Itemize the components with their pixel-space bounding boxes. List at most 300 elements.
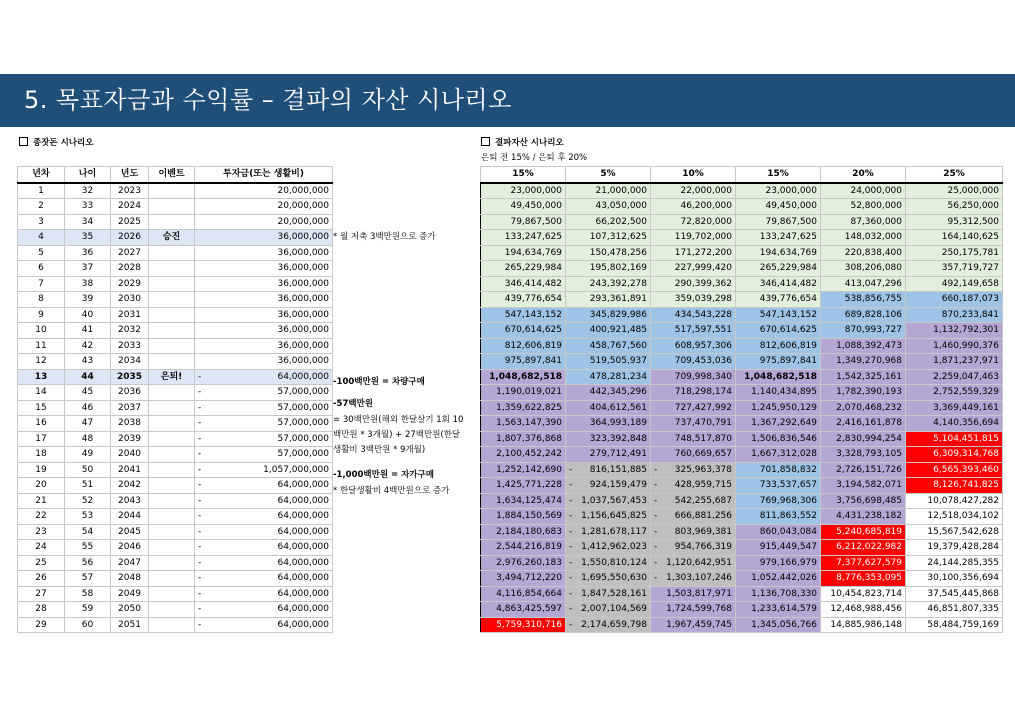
year-cell: 2036: [111, 385, 149, 401]
year-index-cell: 27: [18, 586, 65, 602]
table-row: [18, 617, 333, 633]
asset-value-cell: - 954,766,319: [651, 540, 736, 556]
table-row: [18, 230, 333, 246]
year-cell: 2027: [111, 245, 149, 261]
dash-mark: -: [198, 433, 202, 444]
event-cell: [149, 571, 195, 587]
asset-value-cell: 14,885,986,148: [821, 617, 906, 633]
table-row: [18, 199, 333, 215]
rate-column-header: 10%: [651, 167, 736, 183]
asset-value-cell: 5,240,685,819: [821, 524, 906, 540]
table-row: [18, 509, 333, 525]
year-cell: 2031: [111, 307, 149, 323]
event-cell: [149, 199, 195, 215]
asset-value-cell: 7,377,627,579: [821, 555, 906, 571]
investment-cell: - 57,000,000: [195, 385, 333, 401]
asset-value-cell: 279,712,491: [566, 447, 651, 463]
event-cell: [149, 338, 195, 354]
investment-cell: 20,000,000: [195, 183, 333, 199]
year-index-cell: 15: [18, 400, 65, 416]
event-cell: [149, 540, 195, 556]
investment-cell: - 64,000,000: [195, 478, 333, 494]
dash-mark: -: [569, 619, 573, 630]
investment-cell: - 64,000,000: [195, 524, 333, 540]
year-index-cell: 22: [18, 509, 65, 525]
rate-column-header: 15%: [736, 167, 821, 183]
year-index-cell: 4: [18, 230, 65, 246]
event-cell: [149, 292, 195, 308]
age-cell: 54: [65, 524, 111, 540]
table-row: [481, 509, 1003, 525]
asset-value-cell: - 2,007,104,569: [566, 602, 651, 618]
asset-value-cell: - 1,120,642,951: [651, 555, 736, 571]
table-row: [481, 338, 1003, 354]
year-cell: 2032: [111, 323, 149, 339]
asset-value-cell: 171,272,200: [651, 245, 736, 261]
table-row: [18, 323, 333, 339]
table-row: [18, 338, 333, 354]
asset-value-cell: 1,884,150,569: [481, 509, 566, 525]
investment-cell: 36,000,000: [195, 276, 333, 292]
event-cell: [149, 493, 195, 509]
asset-value-cell: 1,634,125,474: [481, 493, 566, 509]
table-row: [481, 354, 1003, 370]
year-cell: 2033: [111, 338, 149, 354]
dash-mark: -: [198, 604, 202, 615]
asset-value-cell: 6,212,022,982: [821, 540, 906, 556]
asset-value-cell: 72,820,000: [651, 214, 736, 230]
table-row: [18, 493, 333, 509]
asset-value-cell: 87,360,000: [821, 214, 906, 230]
asset-value-cell: 400,921,485: [566, 323, 651, 339]
dash-mark: -: [198, 573, 202, 584]
asset-value-cell: 364,993,189: [566, 416, 651, 432]
event-cell: [149, 307, 195, 323]
investment-cell: 36,000,000: [195, 261, 333, 277]
note-text: = 30백만원(해외 한달살기 1회 10: [333, 415, 464, 425]
investment-cell: 36,000,000: [195, 292, 333, 308]
table-row: [481, 431, 1003, 447]
asset-value-cell: 6,565,393,460: [906, 462, 1003, 478]
year-cell: 2026: [111, 230, 149, 246]
right-section-heading: [481, 137, 564, 149]
title-banner: [0, 74, 1015, 127]
year-cell: 2024: [111, 199, 149, 215]
table-row: [481, 214, 1003, 230]
table-row: [481, 602, 1003, 618]
dash-mark: -: [569, 495, 573, 506]
investment-cell: - 64,000,000: [195, 602, 333, 618]
table-row: [481, 617, 1003, 633]
table-row: [18, 416, 333, 432]
column-header: 년도: [111, 167, 149, 183]
table-row: [18, 292, 333, 308]
investment-cell: - 57,000,000: [195, 431, 333, 447]
asset-value-cell: 359,039,298: [651, 292, 736, 308]
table-row: [18, 307, 333, 323]
asset-value-cell: 1,088,392,473: [821, 338, 906, 354]
dash-mark: -: [198, 418, 202, 429]
year-cell: 2050: [111, 602, 149, 618]
checkbox-icon: [19, 137, 28, 146]
asset-value-cell: 25,000,000: [906, 183, 1003, 199]
asset-value-cell: 1,345,056,766: [736, 617, 821, 633]
asset-value-cell: 660,187,073: [906, 292, 1003, 308]
year-index-cell: 25: [18, 555, 65, 571]
asset-value-cell: 1,359,622,825: [481, 400, 566, 416]
age-cell: 44: [65, 369, 111, 385]
investment-cell: - 64,000,000: [195, 540, 333, 556]
dash-mark: -: [198, 464, 202, 475]
asset-value-cell: 357,719,727: [906, 261, 1003, 277]
asset-value-cell: 2,100,452,242: [481, 447, 566, 463]
event-cell: [149, 555, 195, 571]
asset-value-cell: - 803,969,381: [651, 524, 736, 540]
asset-value-cell: 915,449,547: [736, 540, 821, 556]
asset-value-cell: 8,126,741,825: [906, 478, 1003, 494]
column-header: 이벤트: [149, 167, 195, 183]
asset-value-cell: 148,032,000: [821, 230, 906, 246]
investment-cell: 36,000,000: [195, 230, 333, 246]
year-index-cell: 23: [18, 524, 65, 540]
table-row: [481, 199, 1003, 215]
investment-cell: 36,000,000: [195, 338, 333, 354]
age-cell: 32: [65, 183, 111, 199]
asset-value-cell: 79,867,500: [481, 214, 566, 230]
note-text: * 한달생활비 4백만원으로 증가: [333, 486, 450, 496]
table-row: [18, 540, 333, 556]
asset-value-cell: 760,669,657: [651, 447, 736, 463]
asset-value-cell: 6,309,314,768: [906, 447, 1003, 463]
rate-column-header: 20%: [821, 167, 906, 183]
year-index-cell: 11: [18, 338, 65, 354]
asset-value-cell: 727,427,992: [651, 400, 736, 416]
asset-value-cell: 517,597,551: [651, 323, 736, 339]
age-cell: 59: [65, 602, 111, 618]
asset-value-cell: 2,726,151,726: [821, 462, 906, 478]
asset-value-cell: 2,752,559,329: [906, 385, 1003, 401]
asset-value-cell: 5,759,310,716: [481, 617, 566, 633]
table-row: [18, 385, 333, 401]
year-cell: 2023: [111, 183, 149, 199]
asset-value-cell: 689,828,106: [821, 307, 906, 323]
asset-value-cell: 23,000,000: [481, 183, 566, 199]
year-index-cell: 21: [18, 493, 65, 509]
asset-value-cell: 1,132,792,301: [906, 323, 1003, 339]
asset-value-cell: 812,606,819: [481, 338, 566, 354]
dash-mark: -: [198, 511, 202, 522]
dash-mark: -: [198, 371, 202, 382]
asset-value-cell: 1,807,376,868: [481, 431, 566, 447]
asset-value-cell: 15,567,542,628: [906, 524, 1003, 540]
event-cell: [149, 354, 195, 370]
year-index-cell: 1: [18, 183, 65, 199]
dash-mark: -: [198, 387, 202, 398]
table-row: [18, 183, 333, 199]
asset-value-cell: 1,190,019,021: [481, 385, 566, 401]
year-cell: 2051: [111, 617, 149, 633]
year-cell: 2045: [111, 524, 149, 540]
note-text: -100백만원 = 차량구매: [333, 377, 425, 387]
dash-mark: -: [569, 464, 573, 475]
investment-cell: 36,000,000: [195, 307, 333, 323]
asset-value-cell: 1,503,817,971: [651, 586, 736, 602]
age-cell: 34: [65, 214, 111, 230]
asset-value-cell: 1,967,459,745: [651, 617, 736, 633]
investment-cell: 20,000,000: [195, 199, 333, 215]
right-section-title: 결파자산 시나리오: [495, 138, 564, 148]
asset-value-cell: 345,829,986: [566, 307, 651, 323]
table-row: [18, 462, 333, 478]
investment-cell: - 64,000,000: [195, 555, 333, 571]
table-row: [481, 385, 1003, 401]
year-index-cell: 17: [18, 431, 65, 447]
asset-value-cell: 46,851,807,335: [906, 602, 1003, 618]
table-row: [18, 586, 333, 602]
year-cell: 2029: [111, 276, 149, 292]
column-header: 투자금(또는 생활비): [195, 167, 333, 183]
asset-value-cell: - 1,847,528,161: [566, 586, 651, 602]
table-row: [481, 323, 1003, 339]
year-index-cell: 24: [18, 540, 65, 556]
age-cell: 35: [65, 230, 111, 246]
asset-value-cell: 1,140,434,895: [736, 385, 821, 401]
dash-mark: -: [198, 526, 202, 537]
year-index-cell: 28: [18, 602, 65, 618]
year-cell: 2046: [111, 540, 149, 556]
checkbox-icon: [481, 137, 490, 146]
table-row: [481, 586, 1003, 602]
asset-value-cell: 3,369,449,161: [906, 400, 1003, 416]
age-cell: 56: [65, 555, 111, 571]
event-cell: [149, 586, 195, 602]
year-index-cell: 20: [18, 478, 65, 494]
asset-value-cell: 23,000,000: [736, 183, 821, 199]
asset-value-cell: - 666,881,256: [651, 509, 736, 525]
asset-value-cell: - 1,037,567,453: [566, 493, 651, 509]
asset-value-cell: 1,425,771,228: [481, 478, 566, 494]
year-cell: 2037: [111, 400, 149, 416]
event-cell: [149, 447, 195, 463]
asset-value-cell: 19,379,428,284: [906, 540, 1003, 556]
asset-value-cell: - 542,255,687: [651, 493, 736, 509]
age-cell: 46: [65, 400, 111, 416]
year-cell: 2049: [111, 586, 149, 602]
asset-value-cell: 547,143,152: [736, 307, 821, 323]
investment-cell: - 57,000,000: [195, 416, 333, 432]
asset-value-cell: 4,431,238,182: [821, 509, 906, 525]
year-index-cell: 14: [18, 385, 65, 401]
event-cell: [149, 416, 195, 432]
dash-mark: -: [654, 495, 658, 506]
table-row: [481, 369, 1003, 385]
age-cell: 49: [65, 447, 111, 463]
table-row: [18, 400, 333, 416]
note-text: * 월 저축 3백만원으로 증가: [333, 232, 436, 242]
seed-money-table: [17, 166, 333, 633]
year-cell: 2034: [111, 354, 149, 370]
asset-value-cell: 95,312,500: [906, 214, 1003, 230]
age-cell: 36: [65, 245, 111, 261]
table-row: [18, 276, 333, 292]
table-row: [481, 276, 1003, 292]
year-index-cell: 26: [18, 571, 65, 587]
table-row: [18, 354, 333, 370]
age-cell: 39: [65, 292, 111, 308]
year-index-cell: 9: [18, 307, 65, 323]
asset-value-cell: 1,052,442,026: [736, 571, 821, 587]
asset-value-cell: 1,245,950,129: [736, 400, 821, 416]
year-cell: 2025: [111, 214, 149, 230]
note-text: 백만원 * 3개월) + 27백만원(한달: [333, 430, 461, 440]
asset-value-cell: 439,776,654: [481, 292, 566, 308]
asset-value-cell: 3,328,793,105: [821, 447, 906, 463]
rate-column-header: 25%: [906, 167, 1003, 183]
table-row: [481, 447, 1003, 463]
event-cell: [149, 524, 195, 540]
asset-value-cell: 979,166,979: [736, 555, 821, 571]
age-cell: 33: [65, 199, 111, 215]
asset-value-cell: 8,776,353,095: [821, 571, 906, 587]
event-cell: [149, 214, 195, 230]
table-row: [18, 245, 333, 261]
table-row: [18, 369, 333, 385]
asset-value-cell: 709,453,036: [651, 354, 736, 370]
dash-mark: -: [198, 542, 202, 553]
asset-value-cell: 709,998,340: [651, 369, 736, 385]
dash-mark: -: [654, 480, 658, 491]
column-header: 년차: [18, 167, 65, 183]
dash-mark: -: [198, 402, 202, 413]
asset-value-cell: 30,100,356,694: [906, 571, 1003, 587]
asset-value-cell: 733,537,657: [736, 478, 821, 494]
asset-value-cell: 265,229,984: [481, 261, 566, 277]
table-row: [18, 431, 333, 447]
asset-value-cell: 1,542,325,161: [821, 369, 906, 385]
note-text: -57백만원: [333, 399, 373, 409]
age-cell: 60: [65, 617, 111, 633]
asset-value-cell: 812,606,819: [736, 338, 821, 354]
table-row: [481, 524, 1003, 540]
dash-mark: -: [569, 511, 573, 522]
event-cell: 은퇴!: [149, 369, 195, 385]
year-index-cell: 18: [18, 447, 65, 463]
asset-value-cell: 404,612,561: [566, 400, 651, 416]
asset-value-cell: 5,104,451,815: [906, 431, 1003, 447]
asset-value-cell: 975,897,841: [736, 354, 821, 370]
asset-value-cell: 323,392,848: [566, 431, 651, 447]
table-row: [18, 478, 333, 494]
asset-value-cell: 12,518,034,102: [906, 509, 1003, 525]
dash-mark: -: [198, 557, 202, 568]
age-cell: 55: [65, 540, 111, 556]
year-index-cell: 13: [18, 369, 65, 385]
asset-value-cell: - 325,963,378: [651, 462, 736, 478]
asset-value-cell: 2,184,180,683: [481, 524, 566, 540]
asset-value-cell: 49,450,000: [736, 199, 821, 215]
left-section-title: 종잣돈 시나리오: [33, 138, 94, 148]
event-cell: [149, 183, 195, 199]
age-cell: 45: [65, 385, 111, 401]
age-cell: 38: [65, 276, 111, 292]
dash-mark: -: [198, 588, 202, 599]
asset-value-cell: 860,043,084: [736, 524, 821, 540]
event-cell: [149, 462, 195, 478]
dash-mark: -: [198, 449, 202, 460]
asset-value-cell: - 2,174,659,798: [566, 617, 651, 633]
dash-mark: -: [654, 511, 658, 522]
age-cell: 40: [65, 307, 111, 323]
dash-mark: -: [569, 480, 573, 491]
asset-scenario-table: [480, 166, 1003, 633]
asset-value-cell: 769,968,306: [736, 493, 821, 509]
asset-value-cell: 1,136,708,330: [736, 586, 821, 602]
asset-value-cell: 1,367,292,649: [736, 416, 821, 432]
rate-column-header: 15%: [481, 167, 566, 183]
asset-value-cell: 346,414,482: [481, 276, 566, 292]
asset-value-cell: 1,782,390,193: [821, 385, 906, 401]
table-row: [481, 478, 1003, 494]
asset-value-cell: 150,478,256: [566, 245, 651, 261]
asset-value-cell: 107,312,625: [566, 230, 651, 246]
dash-mark: -: [569, 573, 573, 584]
asset-value-cell: 519,505,937: [566, 354, 651, 370]
asset-value-cell: 1,667,312,028: [736, 447, 821, 463]
investment-cell: - 1,057,000,000: [195, 462, 333, 478]
asset-value-cell: 49,450,000: [481, 199, 566, 215]
asset-value-cell: - 816,151,885: [566, 462, 651, 478]
table-row: [481, 462, 1003, 478]
asset-value-cell: 21,000,000: [566, 183, 651, 199]
asset-value-cell: 413,047,296: [821, 276, 906, 292]
asset-value-cell: - 924,159,479: [566, 478, 651, 494]
page-title: 5. 목표자금과 수익률 – 결파의 자산 시나리오: [24, 86, 512, 114]
age-cell: 57: [65, 571, 111, 587]
asset-value-cell: 56,250,000: [906, 199, 1003, 215]
rate-column-header: 5%: [566, 167, 651, 183]
asset-value-cell: 439,776,654: [736, 292, 821, 308]
asset-value-cell: 79,867,500: [736, 214, 821, 230]
asset-value-cell: 4,116,854,664: [481, 586, 566, 602]
asset-value-cell: 1,724,599,768: [651, 602, 736, 618]
investment-cell: - 64,000,000: [195, 493, 333, 509]
asset-value-cell: 442,345,296: [566, 385, 651, 401]
asset-value-cell: 293,361,891: [566, 292, 651, 308]
investment-cell: - 64,000,000: [195, 571, 333, 587]
asset-value-cell: - 428,959,715: [651, 478, 736, 494]
year-cell: 2047: [111, 555, 149, 571]
asset-value-cell: 52,800,000: [821, 199, 906, 215]
note-text: 생활비 3백만원 * 9개월): [333, 445, 426, 455]
year-index-cell: 5: [18, 245, 65, 261]
event-cell: [149, 385, 195, 401]
age-cell: 41: [65, 323, 111, 339]
event-cell: [149, 478, 195, 494]
table-row: [481, 555, 1003, 571]
year-index-cell: 3: [18, 214, 65, 230]
table-row: [481, 416, 1003, 432]
asset-value-cell: 1,506,836,546: [736, 431, 821, 447]
year-cell: 2038: [111, 416, 149, 432]
asset-value-cell: 2,976,260,183: [481, 555, 566, 571]
year-index-cell: 8: [18, 292, 65, 308]
right-section-subtitle: 은퇴 전 15% / 은퇴 후 20%: [481, 153, 588, 163]
asset-value-cell: 37,545,445,868: [906, 586, 1003, 602]
age-cell: 52: [65, 493, 111, 509]
year-cell: 2030: [111, 292, 149, 308]
asset-value-cell: 811,863,552: [736, 509, 821, 525]
note-text: -1,000백만원 = 자가구매: [333, 470, 434, 480]
